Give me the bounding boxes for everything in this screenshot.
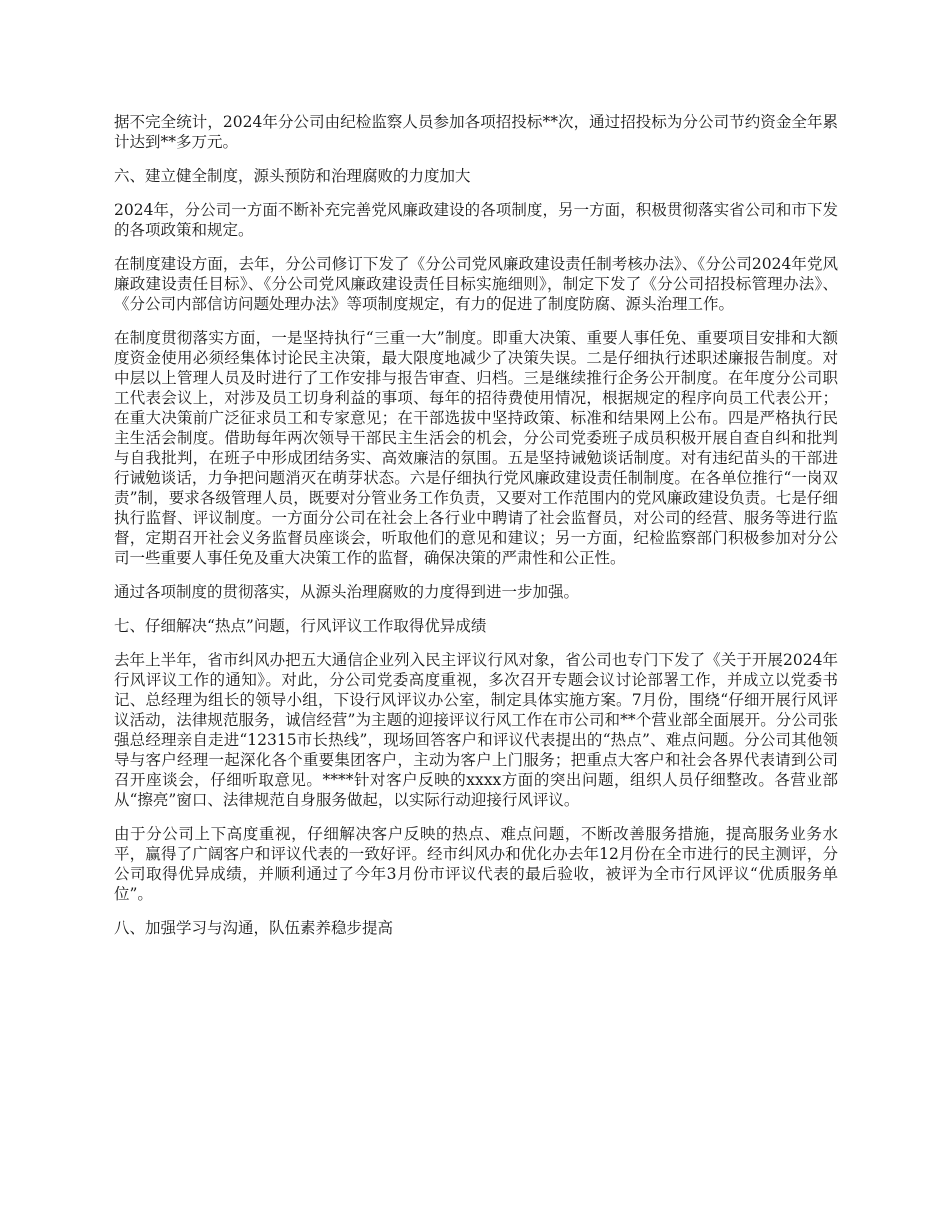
paragraph-implementation-summary: 通过各项制度的贯彻落实，从源头治理腐败的力度得到进一步加强。 (114, 583, 580, 601)
section-heading-8: 八、加强学习与沟通，队伍素养稳步提高 (114, 919, 394, 937)
paragraph-system-implementation: 在制度贯彻落实方面，一是坚持执行“三重一大”制度。即重大决策、重要人事任免、重要项目安排和大额度资金使用必须经集体讨论民主决策，最大限度地减少了决策失误。二是仔细执行述职述廉报告制度。对中层以上管理人员及时进行了工作安排与报告审查、归档。三是继续推行企务公开制度。在年度分公司职工代表会议上，对涉及员工切身利益的事项、每年的招待费使用情况，根据规定的程序向员工代表公开；在重大决策前广泛征求员工和专家意见；在干部选拔中坚持政策、标准和结果网上公布。四是严格执行民主生活会制度。借助每年两次领导干部民主生活会的机会，分公司党委班子成员积极开展自查自纠和批判与自我批判，在班子中形成团结务实、高效廉洁的氛围。五是坚持诫勉谈话制度。对有违纪苗头的干部进行诫勉谈话，力争把问题消灭在萌芽状态。六是仔细执行党风廉政建设责任制制度。在各单位推行“一岗双责”制，要求各级管理人员，既要对分管业务工作负责，又要对工作范围内的党风廉政建设负责。七是仔细执行监督、评议制度。一方面分公司在社会上各行业中聘请了社会监督员，对公司的经营、服务等进行监督，定期召开社会义务监督员座谈会，听取他们的意见和建议；另一方面，纪检监察部门积极参加对分公司一些重要人事任免及重大决策工作的监督，确保决策的严肃性和公正性。 (114, 329, 838, 567)
section-heading-6: 六、建立健全制度，源头预防和治理腐败的力度加大 (114, 167, 471, 185)
paragraph-conduct-review: 去年上半年，省市纠风办把五大通信企业列入民主评议行风对象，省公司也专门下发了《关于开展2024年行风评议工作的通知》。对此，分公司党委高度重视，多次召开专题会议讨论部署工作，并成立以党委书记、总经理为组长的领导小组，下设行风评议办公室，制定具体实施方案。7月份，围绕“仔细开展行风评议活动，法律规范服务，诚信经营”为主题的迎接评议行风工作在市公司和**个营业部全面展开。分公司张强总经理亲自走进“12315市长热线”，现场回答客户和评议代表提出的“热点”、难点问题。分公司其他领导与客户经理一起深化各个重要集团客户，主动为客户上门服务；把重点大客户和社会各界代表请到公司召开座谈会，仔细听取意见。****针对客户反映的xxxx方面的突出问题，组织人员仔细整改。各营业部从“擦亮”窗口、法律规范自身服务做起，以实际行动迎接行风评议。 (114, 651, 838, 809)
paragraph-bidding-statistics: 据不完全统计，2024年分公司由纪检监察人员参加各项招投标**次，通过招投标为分公司节约资金全年累计达到**多万元。 (114, 113, 838, 151)
paragraph-system-building: 在制度建设方面，去年，分公司修订下发了《分公司党风廉政建设责任制考核办法》、《分公司2024年党风廉政建设责任目标》、《分公司党风廉政建设责任目标实施细则》，制定下发了《分公司招投标管理办法》、《分公司内部信访问题处理办法》等项制度规定，有力的促进了制度防腐、源头治理工作。 (114, 255, 838, 313)
paragraph-policy-overview: 2024年，分公司一方面不断补充完善党风廉政建设的各项制度，另一方面，积极贯彻落实省公司和市下发的各项政策和规定。 (114, 201, 838, 239)
section-heading-7: 七、仔细解决“热点”问题，行风评议工作取得优异成绩 (114, 617, 487, 635)
paragraph-review-results: 由于分公司上下高度重视，仔细解决客户反映的热点、难点问题，不断改善服务措施，提高服务业务水平，赢得了广阔客户和评议代表的一致好评。经市纠风办和优化办去年12月份在全市进行的民主测评，分公司取得优异成绩，并顺利通过了今年3月份市评议代表的最后验收，被评为全市行风评议“优质服务单位”。 (114, 825, 838, 903)
document-body (114, 112, 838, 952)
